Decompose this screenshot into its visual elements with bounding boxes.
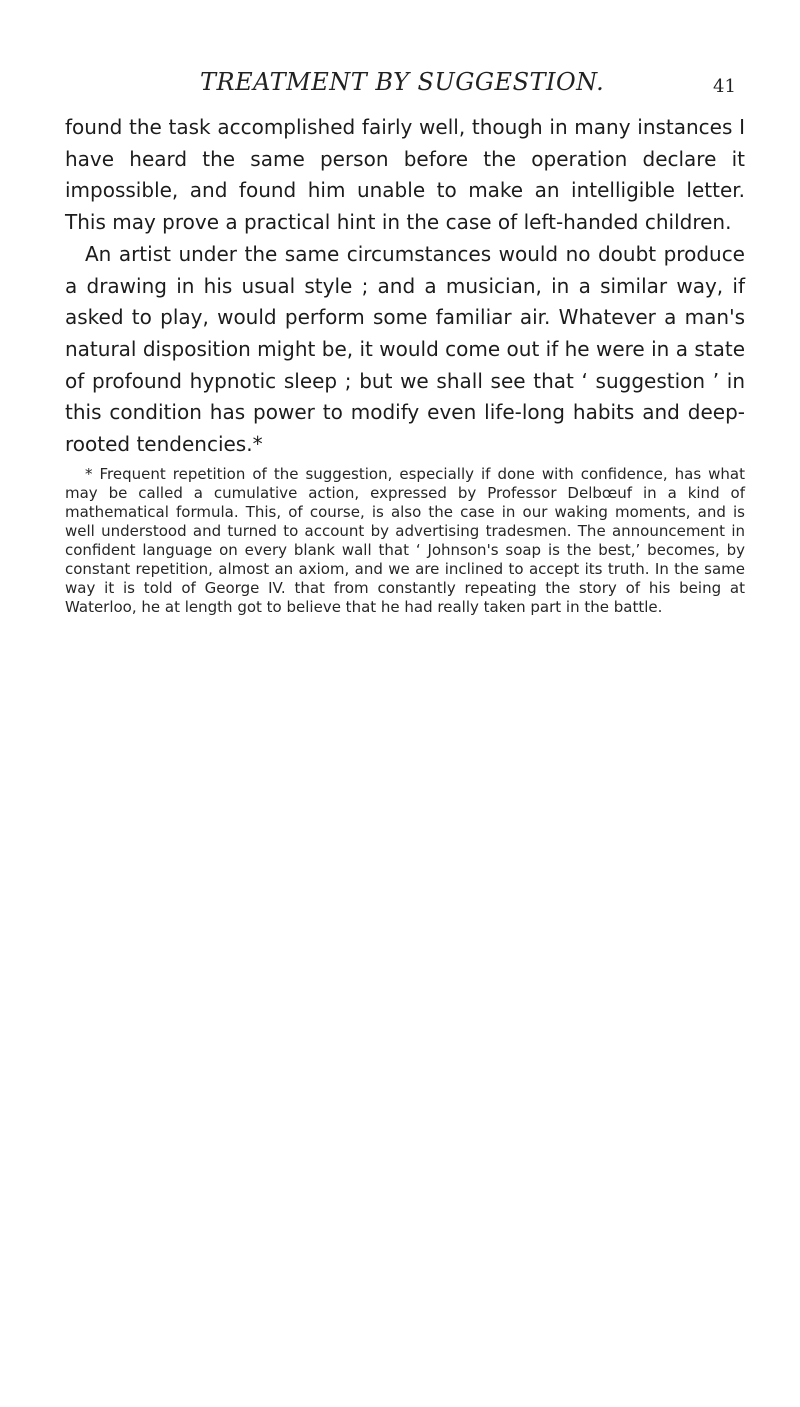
page-number: 41 <box>713 76 736 97</box>
footnote: * Frequent repetition of the suggestion, especially if done with confidence, has what may be called a cumulative action, expressed by Professor Delbœuf in a kind of mathematical formula. This, of course, is also the case in our waking moments, and is well understood and turned to account by advertising tradesmen. The announcement in confident language on every blank wall that ‘ Johnson's soap is the best,’ becomes, by constant repetition, almost an axiom, and we are inclined to accept its truth. In the same way it is told of George IV. that from constantly repeating the story of his being at Waterloo, he at length got to believe that he had really taken part in the battle. <box>65 464 745 617</box>
body-text <box>65 112 745 617</box>
running-head <box>0 68 800 108</box>
paragraph-continued: found the task accomplished fairly well, though in many instances I have heard the same person before the operation declare it impossible, and found him unable to make an intelligible letter. This may prove a practical hint in the case of left-handed children. <box>65 115 745 235</box>
running-title: TREATMENT BY SUGGESTION. <box>200 68 605 96</box>
paragraph-artist: An artist under the same circumstances would no doubt produce a drawing in his usual style ; and a musician, in a similar way, if asked to play, would perform some familiar air. Whatever a man's natural disposition might be, it would come out if he were in a state of profound hypnotic sleep ; but we shall see that ‘ suggestion ’ in this condition has power to modify even life-long habits and deep-rooted tendencies.* <box>65 241 745 457</box>
